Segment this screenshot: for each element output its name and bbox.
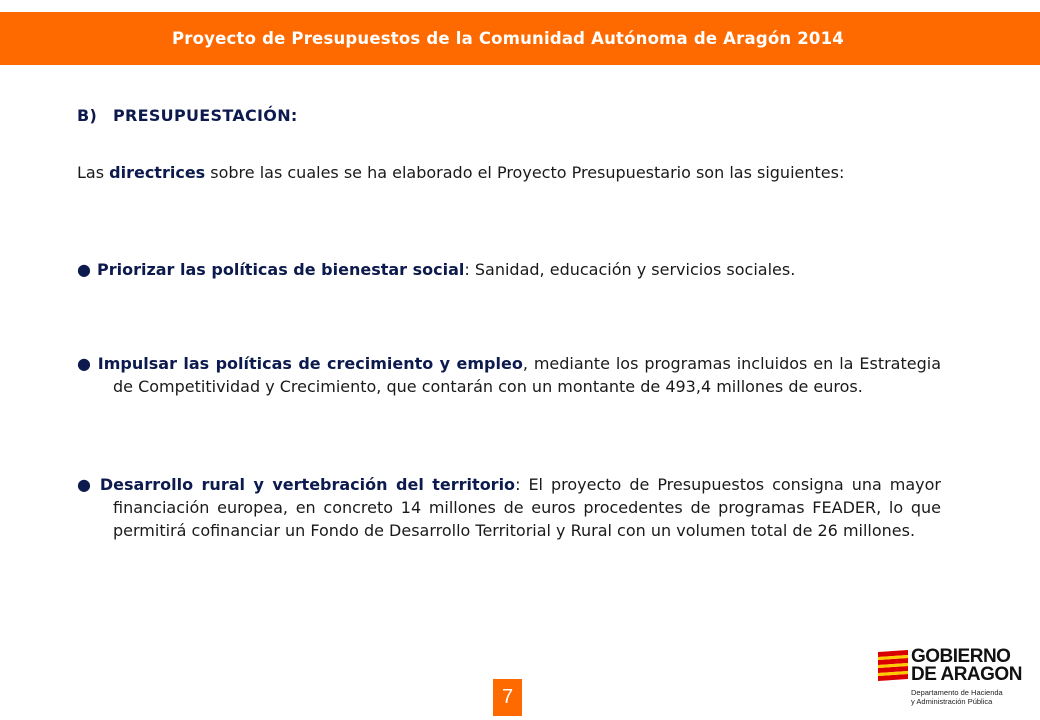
logo-sub1: Departamento de Hacienda [911,688,1003,697]
section-number: B) [77,106,98,125]
logo-line1: GOBIERNO [911,646,1011,667]
bullet-text: , mediante los programas incluidos en la Estrategia de Competitividad y Crecimiento, que contarán con un montante de 493,4 millones de euros. [113,354,942,396]
intro-text-pre: Las [77,163,110,182]
gobierno-aragon-logo [878,646,1028,714]
bullet-icon: ● [77,260,91,279]
bullet-bold: Impulsar las políticas de crecimiento y empleo [97,354,523,373]
section-title: PRESUPUESTACIÓN: [112,106,298,125]
intro-paragraph [77,161,941,184]
bullet-icon: ● [77,354,92,373]
header-title: Proyecto de Presupuestos de la Comunidad Autónoma de Aragón 2014 [172,29,844,48]
bullet-bold: Desarrollo rural y vertebración del territorio [99,475,516,494]
bullet-item [77,258,941,281]
bullet-text: : El proyecto de Presupuestos consigna una mayor financiación europea, en concreto 14 millones de euros procedentes de programas FEADER, lo que permitirá cofinanciar un Fondo de Desarrollo Territorial y Rural con un volumen total de 26 millones. [113,475,941,540]
section-heading [77,106,298,125]
bullet-bold: Priorizar las políticas de bienestar social [96,260,465,279]
intro-bold: directrices [109,163,206,182]
header-bar [0,12,1040,65]
logo-line2: DE ARAGON [911,664,1022,685]
bullet-text: : Sanidad, educación y servicios sociales. [464,260,796,279]
aragon-flag-icon [878,650,908,682]
bullet-item [77,473,941,542]
intro-text-post: sobre las cuales se ha elaborado el Proyecto Presupuestario son las siguientes: [205,163,845,182]
bullet-icon: ● [77,475,94,494]
logo-sub2: y Administración Pública [911,697,993,706]
bullet-item [77,352,941,398]
page-number: 7 [493,679,522,716]
